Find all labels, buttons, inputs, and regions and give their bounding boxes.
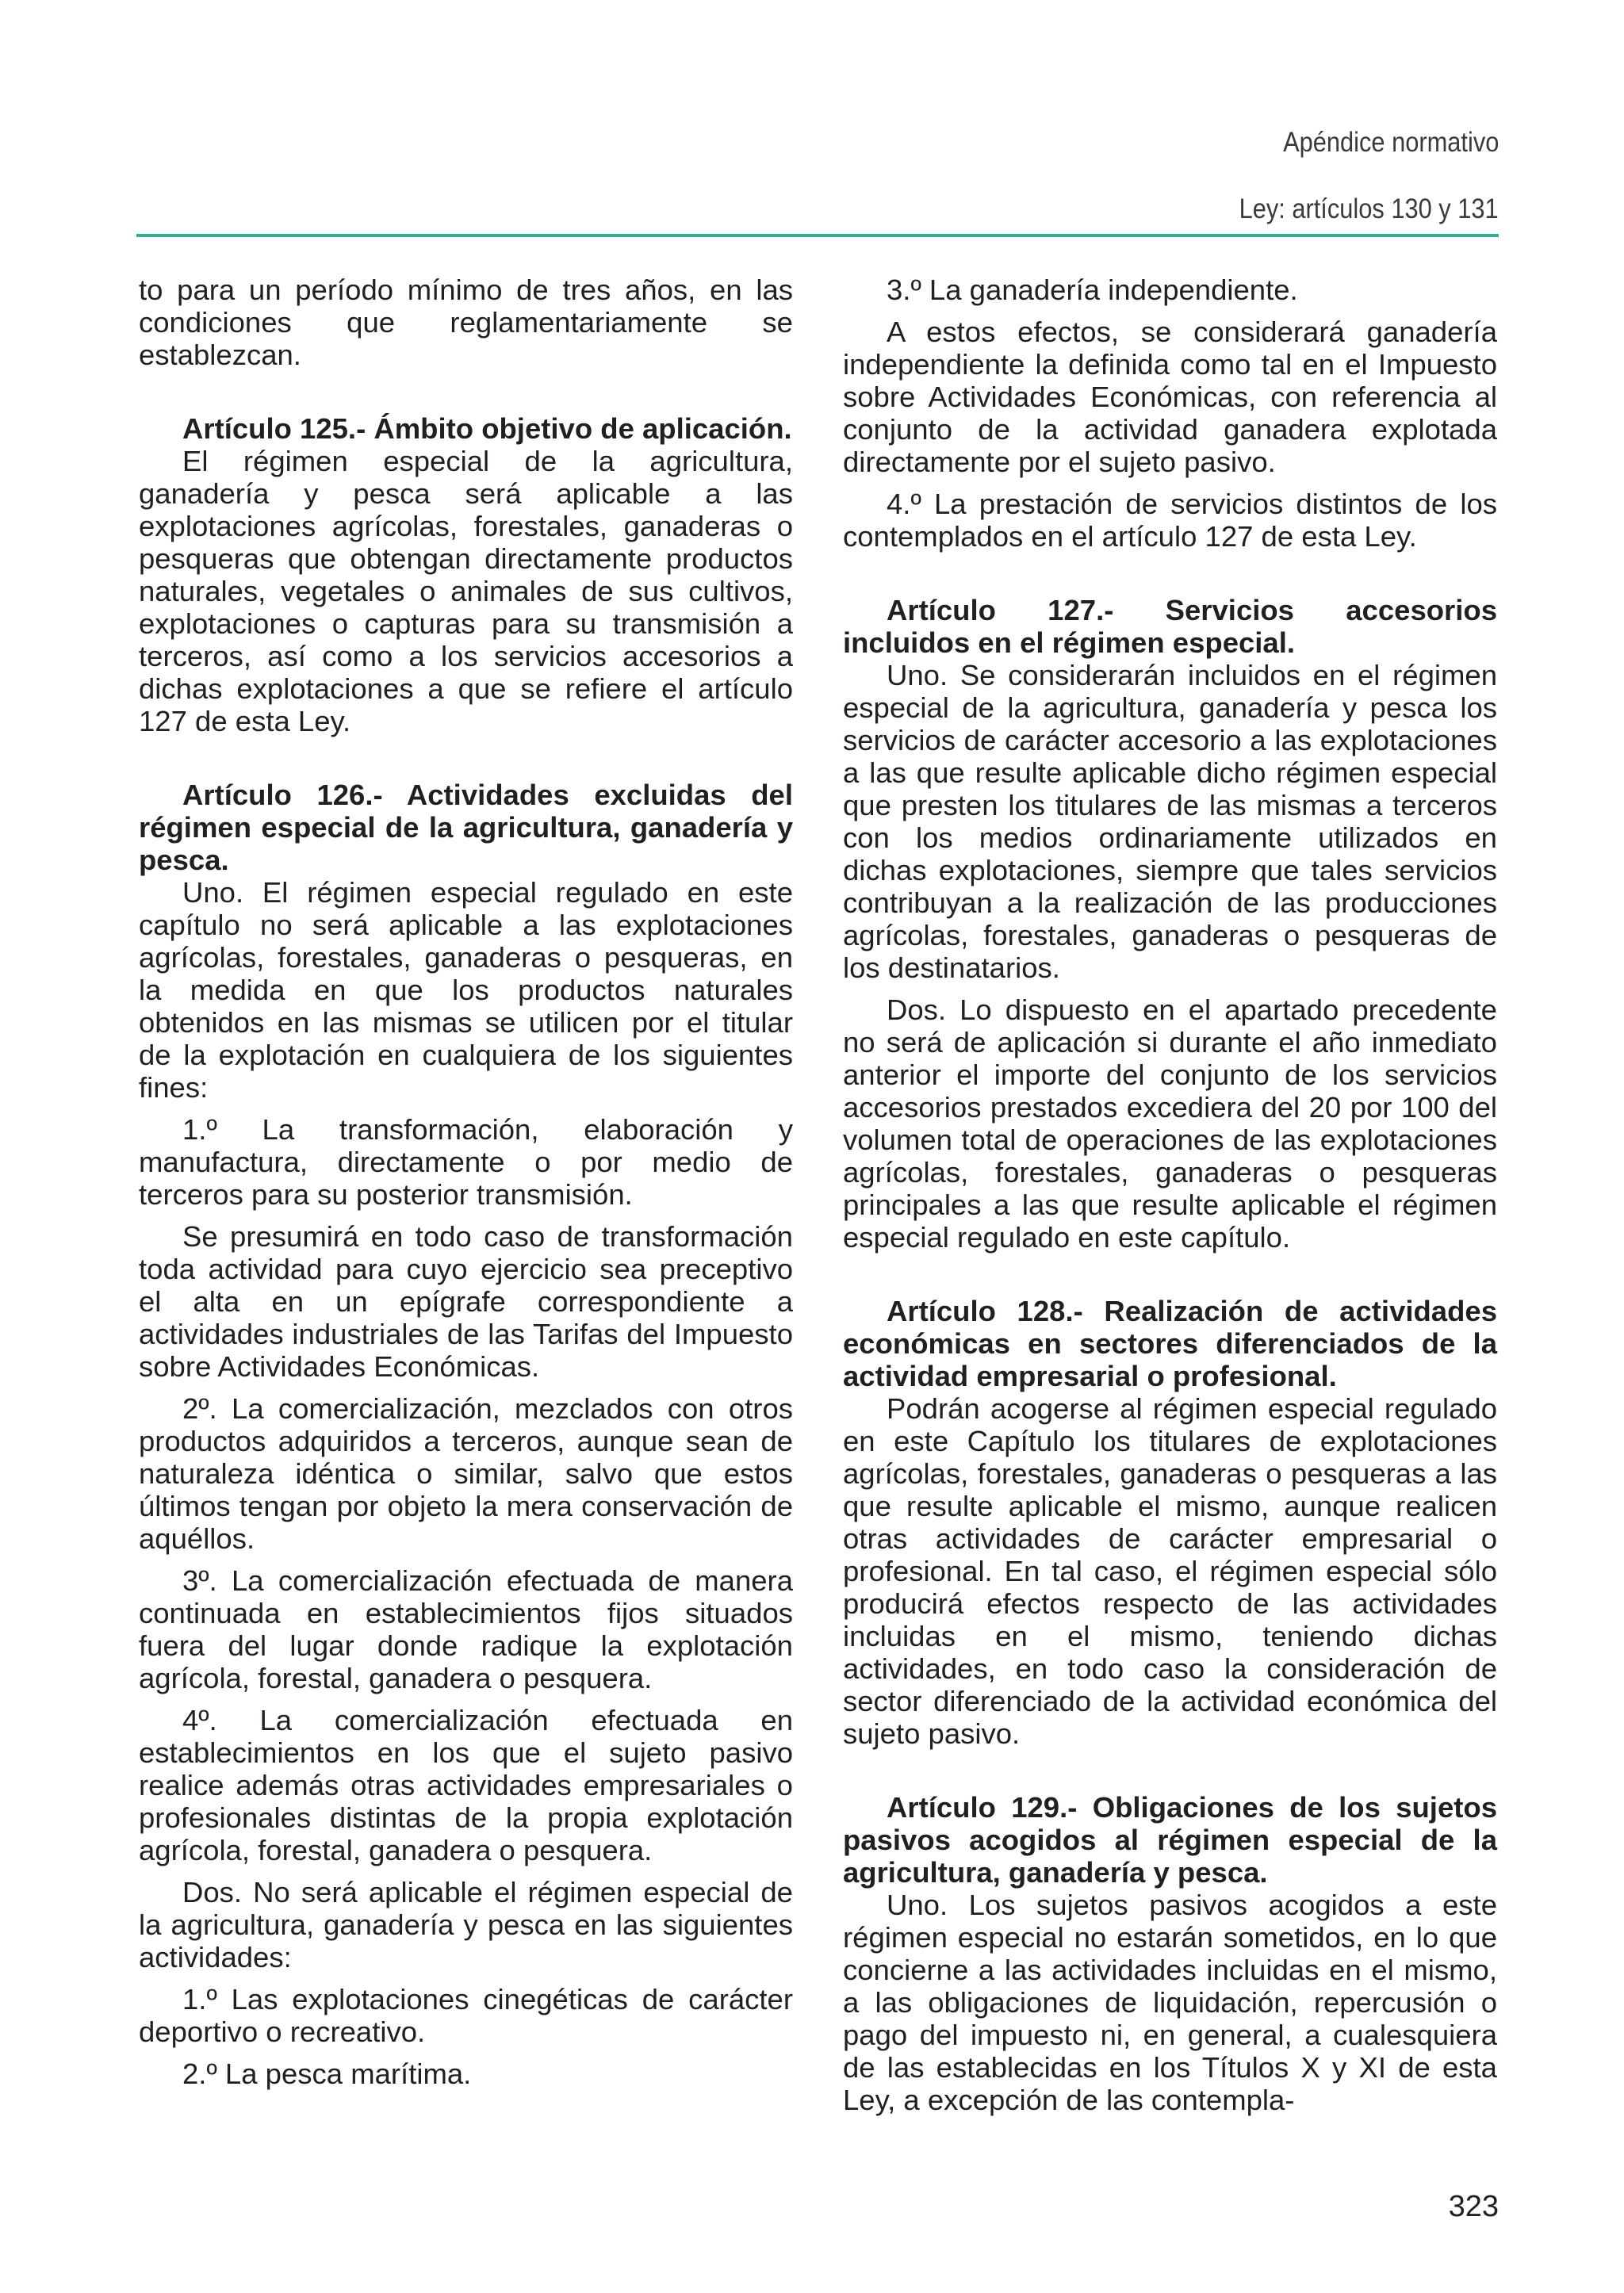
paragraph: 4.º La prestación de servicios distintos de los contemplados en el artículo 127 de esta Ley.	[843, 488, 1497, 553]
header-rule	[136, 234, 1499, 237]
section-spacer	[843, 553, 1497, 594]
right-column	[843, 274, 1497, 2116]
paragraph: to para un período mínimo de tres años, en las condiciones que reglamentariamente se establezcan.	[139, 274, 793, 371]
paragraph: Uno. El régimen especial regulado en este capítulo no será aplicable a las explotaciones agrícolas, forestales, ganaderas o pesqueras, en la medida en que los productos naturales obtenidos en las mismas se utilicen por el titular de la explotación en cualquiera de los siguientes fines:	[139, 876, 793, 1104]
running-header-subsection: Ley: artículos 130 y 131	[1239, 193, 1499, 224]
paragraph: Uno. Se considerarán incluidos en el régimen especial de la agricultura, ganadería y pesca los servicios de carácter accesorio a las explotaciones a las que resulte aplicable dicho régimen especial que presten los titulares de las mismas a terceros con los medios ordinariamente utilizados en dichas explotaciones, siempre que tales servicios contribuyan a la realización de las producciones agrícolas, forestales, ganaderas o pesqueras de los destinatarios.	[843, 659, 1497, 984]
left-column	[139, 274, 793, 2090]
paragraph: 2.º La pesca marítima.	[182, 2058, 472, 2090]
paragraph: Dos. No será aplicable el régimen especial de la agricultura, ganadería y pesca en las siguientes actividades:	[139, 1876, 793, 1973]
running-header-section: Apéndice normativo	[1282, 127, 1499, 158]
paragraph: Dos. Lo dispuesto en el apartado precedente no será de aplicación si durante el año inmediato anterior el importe del conjunto de los servicios accesorios prestados excediera del 20 por 100 del volumen total de operaciones de las explotaciones agrícolas, forestales, ganaderas o pesqueras principales a las que resulte aplicable el régimen especial regulado en este capítulo.	[843, 993, 1497, 1254]
paragraph: 3.º La ganadería independiente.	[887, 274, 1298, 306]
section-spacer	[139, 737, 793, 779]
paragraph: Se presumirá en todo caso de transformación toda actividad para cuyo ejercicio sea preceptivo el alta en un epígrafe correspondiente a actividades industriales de las Tarifas del Impuesto sobre Actividades Económicas.	[139, 1220, 793, 1383]
article-heading: Artículo 128.- Realización de actividades económicas en sectores diferenciados de la actividad empresarial o profesional.	[843, 1295, 1497, 1392]
paragraph: 4º. La comercialización efectuada en establecimientos en los que el sujeto pasivo realice además otras actividades empresariales o profesionales distintas de la propia explotación agrícola, forestal, ganadera o pesquera.	[139, 1704, 793, 1866]
paragraph: 1.º La transformación, elaboración y manufactura, directamente o por medio de terceros para su posterior transmisión.	[139, 1113, 793, 1211]
paragraph: Uno. Los sujetos pasivos acogidos a este régimen especial no estarán sometidos, en lo que concierne a las actividades incluidas en el mismo, a las obligaciones de liquidación, repercusión o pago del impuesto ni, en general, a cualesquiera de las establecidas en los Títulos X y XI de esta Ley, a excepción de las contempla-	[843, 1889, 1497, 2116]
paragraph: Podrán acogerse al régimen especial regulado en este Capítulo los titulares de explotaciones agrícolas, forestales, ganaderas o pesqueras a las que resulte aplicable el mismo, aunque realicen otras actividades de carácter empresarial o profesional. En tal caso, el régimen especial sólo producirá efectos respecto de las actividades incluidas en el mismo, teniendo dichas actividades, en todo caso la consideración de sector diferenciado de la actividad económica del sujeto pasivo.	[843, 1392, 1497, 1750]
article-heading: Artículo 129.- Obligaciones de los sujetos pasivos acogidos al régimen especial de la agricultura, ganadería y pesca.	[843, 1791, 1497, 1889]
article-heading: Artículo 125.- Ámbito objetivo de aplicación.	[182, 412, 792, 445]
section-spacer	[139, 371, 793, 412]
page-number: 323	[1448, 2190, 1499, 2223]
article-heading: Artículo 127.- Servicios accesorios incluidos en el régimen especial.	[843, 594, 1497, 659]
article-heading: Artículo 126.- Actividades excluidas del régimen especial de la agricultura, ganadería y pesca.	[139, 779, 793, 876]
section-spacer	[843, 1254, 1497, 1295]
paragraph: 3º. La comercialización efectuada de manera continuada en establecimientos fijos situados fuera del lugar donde radique la explotación agrícola, forestal, ganadera o pesquera.	[139, 1564, 793, 1694]
paragraph: El régimen especial de la agricultura, ganadería y pesca será aplicable a las explotaciones agrícolas, forestales, ganaderas o pesqueras que obtengan directamente productos naturales, vegetales o animales de sus cultivos, explotaciones o capturas para su transmisión a terceros, así como a los servicios accesorios a dichas explotaciones a que se refiere el artículo 127 de esta Ley.	[139, 445, 793, 737]
paragraph: A estos efectos, se considerará ganadería independiente la definida como tal en el Impuesto sobre Actividades Económicas, con referencia al conjunto de la actividad ganadera explotada directamente por el sujeto pasivo.	[843, 316, 1497, 478]
section-spacer	[843, 1750, 1497, 1791]
paragraph: 2º. La comercialización, mezclados con otros productos adquiridos a terceros, aunque sean de naturaleza idéntica o similar, salvo que estos últimos tengan por objeto la mera conservación de aquéllos.	[139, 1392, 793, 1555]
paragraph: 1.º Las explotaciones cinegéticas de carácter deportivo o recreativo.	[139, 1983, 793, 2048]
